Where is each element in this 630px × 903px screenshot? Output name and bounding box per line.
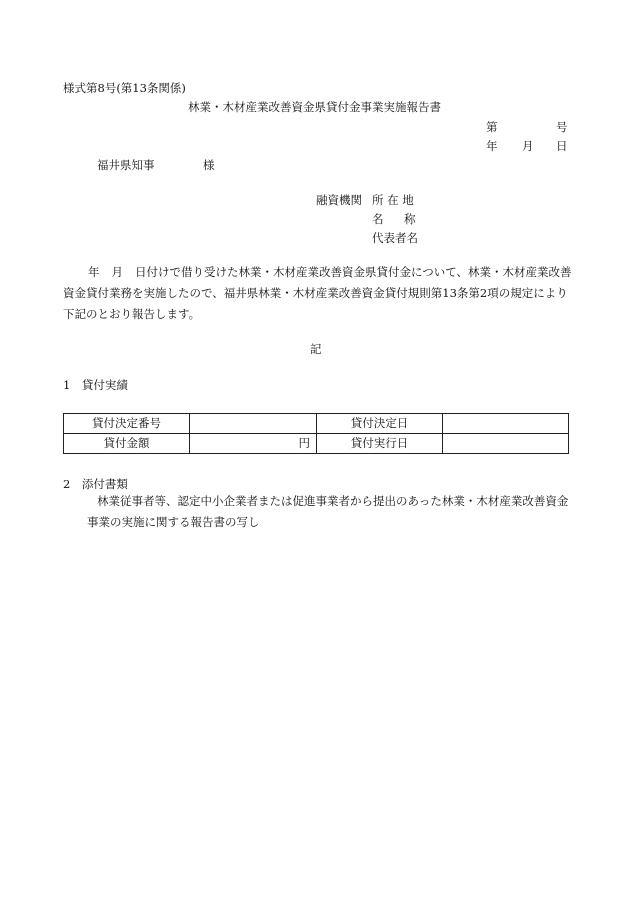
section-2-heading: 2 添付書類 [63,477,128,491]
loan-amount-label: 貸付金額 [64,434,190,454]
date-day: 日 [556,139,568,153]
loan-amount-yen: 円 [190,434,317,454]
loan-execution-date-label: 貸付実行日 [317,434,443,454]
form-number: 様式第8号(第13条関係) [63,81,186,95]
institution-representative-label: 代表者名 [372,231,418,245]
date-month: 月 [522,139,534,153]
loan-record-table [63,413,569,454]
doc-number-go: 号 [556,120,568,134]
loan-execution-date-value [443,434,569,454]
loan-decision-date-value [443,414,569,434]
loan-decision-number-value [190,414,317,434]
institution-name-label-b: 称 [404,212,416,226]
table-row [64,434,569,454]
body-paragraph [63,262,578,325]
doc-number-dai: 第 [486,120,498,134]
body-month: 月 [111,265,123,279]
institution-name-label-a: 名 [372,212,384,226]
loan-decision-number-label: 貸付決定番号 [64,414,190,434]
institution-address-label: 所 在 地 [372,193,414,207]
table-row [64,414,569,434]
addressee-honorific: 様 [203,158,215,172]
ki-heading: 記 [310,342,322,356]
document-title: 林業・木材産業改善資金県貸付金事業実施報告書 [188,100,441,114]
institution-label: 融資機関 [316,193,362,207]
addressee-name: 福井県知事 [97,158,155,172]
loan-decision-date-label: 貸付決定日 [317,414,443,434]
section-1-heading: 1 貸付実績 [63,378,128,392]
body-year: 年 [88,265,100,279]
body-text: 日付けで借り受けた林業・木材産業改善資金県貸付金について、林業・木材産業改善資金貸付業務を実施したので、福井県林業・木材産業改善資金貸付規則第13条第2項の規定により下記のとおり報告します。 [63,265,572,321]
date-year: 年 [486,139,498,153]
section-2-text: 林業従事者等、認定中小企業者または促進事業者から提出のあった林業・木材産業改善資金事業の実施に関する報告書の写し [87,494,569,529]
